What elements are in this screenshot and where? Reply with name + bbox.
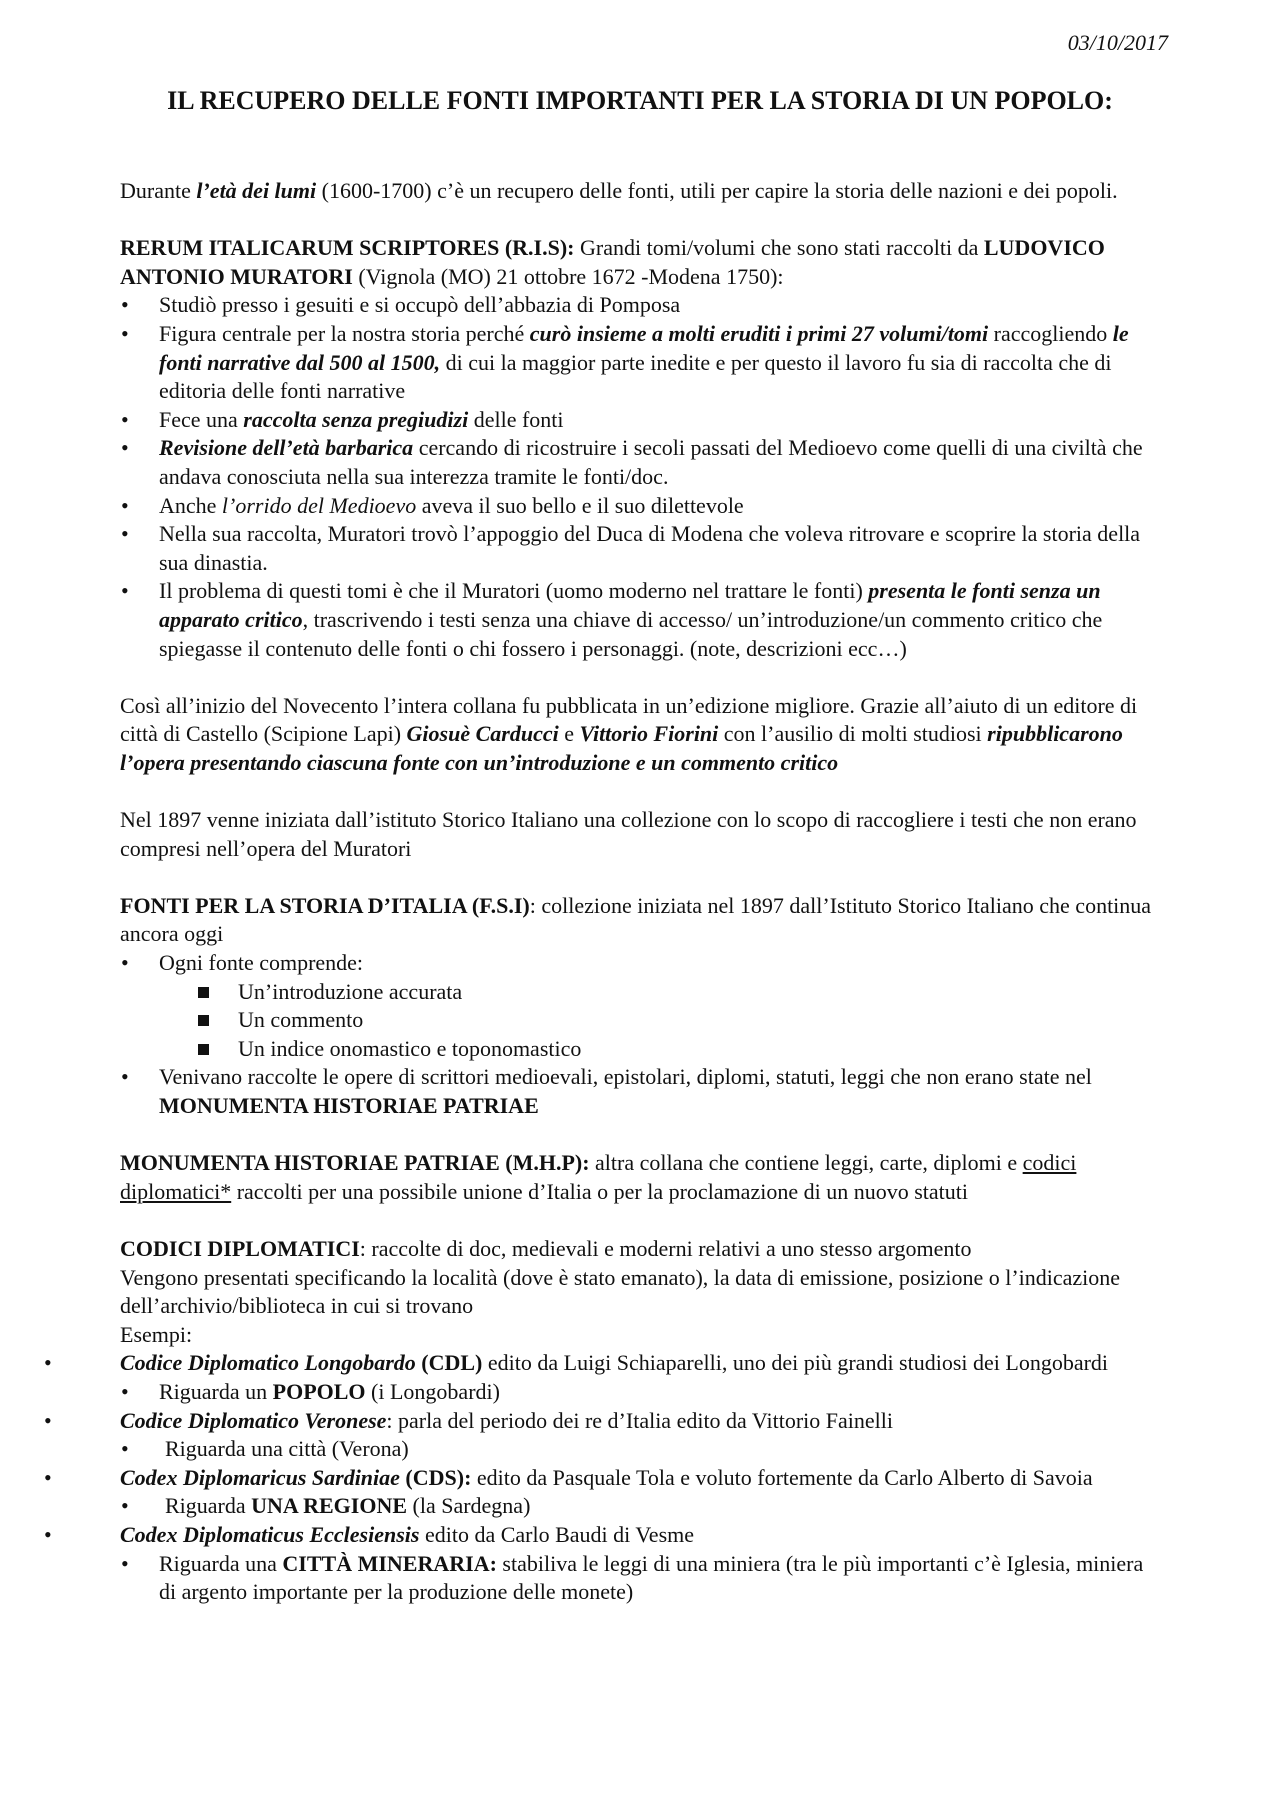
list-item-text: aveva il suo bello e il suo dilettevole bbox=[416, 492, 744, 518]
bullet-icon: • bbox=[121, 1550, 129, 1576]
sub-list-item-text: Un’introduzione accurata bbox=[238, 978, 463, 1004]
codici-description: Vengono presentati specificando la località (dove è stato emanato), la data di emissione, posizione o l’indicazione dell’archivio/biblioteca in cui si trovano bbox=[120, 1264, 1121, 1319]
bullet-icon: • bbox=[121, 1493, 129, 1519]
person-name: Vittorio Fiorini bbox=[579, 721, 719, 747]
list-item bbox=[120, 320, 1165, 406]
novecento-text: con l’ausilio di molti studiosi bbox=[718, 721, 988, 747]
spacer bbox=[120, 206, 1165, 235]
spacer bbox=[120, 1206, 1165, 1235]
list-item-text: Ogni fonte comprende: bbox=[159, 950, 364, 976]
list-item-strong: MONUMENTA HISTORIAE PATRIAE bbox=[159, 1093, 539, 1118]
list-item-text: delle fonti bbox=[468, 406, 564, 432]
example-text: edito da Carlo Baudi di Vesme bbox=[419, 1521, 695, 1547]
example-item bbox=[38, 1464, 1165, 1493]
example-sub-text: Riguarda una città (Verona) bbox=[165, 1436, 409, 1462]
bullet-icon: • bbox=[44, 1464, 52, 1490]
list-item-italic: l’orrido del Medioevo bbox=[221, 492, 417, 518]
list-item bbox=[120, 492, 1165, 521]
list-item-text: Il problema di questi tomi è che il Muratori (uomo moderno nel trattare le fonti) bbox=[159, 578, 869, 604]
example-title: Codex Diplomaricus Sardiniae bbox=[120, 1464, 400, 1490]
ris-author-dates: (Vignola (MO) 21 ottobre 1672 -Modena 1750): bbox=[352, 263, 784, 289]
mhp-paragraph bbox=[120, 1149, 1165, 1206]
example-sub-item bbox=[120, 1435, 1165, 1464]
mhp-text: altra collana che contiene leggi, carte, diplomi e bbox=[589, 1150, 1023, 1176]
bullet-icon: • bbox=[44, 1407, 52, 1433]
list-item-text: Venivano raccolte le opere di scrittori medioevali, epistolari, diplomi, statuti, leggi che non erano state nel bbox=[159, 1064, 1092, 1090]
list-item-text: Fece una bbox=[159, 406, 244, 432]
bullet-icon: • bbox=[121, 406, 129, 432]
example-sub-text: (i Longobardi) bbox=[365, 1378, 500, 1404]
intro-text-end: (1600-1700) c’è un recupero delle fonti, utili per capire la storia delle nazioni e dei popoli. bbox=[316, 178, 1118, 203]
list-item-text: raccogliendo bbox=[988, 320, 1113, 346]
square-bullet-icon bbox=[198, 1044, 209, 1055]
bullet-icon: • bbox=[121, 950, 129, 976]
list-item bbox=[120, 520, 1165, 577]
bullet-icon: • bbox=[44, 1350, 52, 1376]
list-item-text: Figura centrale per la nostra storia perché bbox=[159, 320, 530, 346]
list-item-emphasis: presenta le fonti senza un apparato critico bbox=[159, 578, 1101, 632]
example-item bbox=[38, 1349, 1165, 1378]
square-bullet-icon bbox=[198, 987, 209, 998]
list-item-text: Anche bbox=[159, 492, 222, 518]
spacer bbox=[120, 777, 1165, 806]
example-abbr: (CDL) bbox=[415, 1350, 483, 1376]
bullet-icon: • bbox=[121, 320, 129, 346]
example-sub-item bbox=[120, 1492, 1165, 1521]
bullet-icon: • bbox=[44, 1521, 52, 1547]
example-text: edito da Pasquale Tola e voluto fortemente da Carlo Alberto di Savoia bbox=[471, 1464, 1093, 1490]
person-name: Giosuè Carducci bbox=[406, 721, 559, 747]
fsi-list bbox=[120, 949, 1165, 1121]
ris-list bbox=[120, 291, 1165, 663]
bullet-icon: • bbox=[121, 435, 129, 461]
document-body bbox=[44, 177, 1165, 1607]
ris-intro bbox=[120, 234, 1165, 291]
list-item bbox=[120, 1063, 1165, 1120]
example-text: : parla del periodo dei re d’Italia edito da Vittorio Fainelli bbox=[386, 1407, 893, 1433]
example-sub-text: Riguarda una bbox=[159, 1550, 283, 1576]
bullet-icon: • bbox=[121, 1378, 129, 1404]
spacer bbox=[120, 663, 1165, 692]
codici-diplomatici-reference: codici diplomatici* bbox=[120, 1150, 1077, 1204]
novecento-text: e bbox=[558, 721, 580, 747]
fsi-text: : collezione iniziata nel 1897 dall’Istituto Storico Italiano che continua ancora oggi bbox=[120, 892, 1152, 947]
mhp-heading: MONUMENTA HISTORIAE PATRIAE (M.H.P): bbox=[120, 1150, 590, 1176]
sub-list-item bbox=[120, 1006, 1165, 1035]
list-item bbox=[120, 406, 1165, 435]
fsi-intro bbox=[120, 892, 1165, 949]
page-title: IL RECUPERO DELLE FONTI IMPORTANTI PER LA STORIA DI UN POPOLO: bbox=[167, 86, 1113, 115]
list-item-text: Studiò presso i gesuiti e si occupò dell’abbazia di Pomposa bbox=[159, 292, 681, 318]
list-item-text: Nella sua raccolta, Muratori trovò l’appoggio del Duca di Modena che voleva ritrovare e scoprire la storia della sua dinastia. bbox=[159, 521, 1141, 575]
sub-list-item bbox=[120, 978, 1165, 1007]
example-abbr: (CDS): bbox=[399, 1464, 472, 1490]
bullet-icon: • bbox=[121, 292, 129, 318]
ris-heading: RERUM ITALICARUM SCRIPTORES (R.I.S): bbox=[120, 235, 575, 261]
square-bullet-icon bbox=[198, 1015, 209, 1026]
example-item bbox=[38, 1521, 1165, 1550]
document-date: 03/10/2017 bbox=[1067, 30, 1168, 55]
list-item bbox=[120, 434, 1165, 491]
example-item bbox=[38, 1407, 1165, 1436]
list-item bbox=[120, 949, 1165, 978]
novecento-emphasis: ripubblicarono l’opera presentando ciascuna fonte con un’introduzione e un commento critico bbox=[120, 721, 1123, 775]
list-item-emphasis: le fonti narrative dal 500 al 1500, bbox=[159, 320, 1129, 375]
codici-heading: CODICI DIPLOMATICI bbox=[120, 1235, 360, 1261]
bullet-icon: • bbox=[121, 521, 129, 547]
example-sub-strong: CITTÀ MINERARIA: bbox=[282, 1550, 497, 1576]
example-title: Codex Diplomaticus Ecclesiensis bbox=[120, 1521, 420, 1547]
intro-emphasis: l’età dei lumi bbox=[196, 178, 317, 203]
example-sub-text: Riguarda un bbox=[159, 1378, 273, 1404]
example-sub-item bbox=[120, 1550, 1165, 1607]
codici-text: : raccolte di doc, medievali e moderni relativi a uno stesso argomento bbox=[359, 1235, 972, 1261]
sub-list-item-text: Un commento bbox=[238, 1007, 364, 1033]
list-item-emphasis: raccolta senza pregiudizi bbox=[243, 406, 469, 432]
mhp-text-end: raccolti per una possibile unione d’Italia o per la proclamazione di un nuovo statuti bbox=[231, 1178, 968, 1204]
codici-definition bbox=[120, 1235, 1165, 1264]
list-item-emphasis: curò insieme a molti eruditi i primi 27 volumi/tomi bbox=[529, 320, 989, 346]
fsi-heading: FONTI PER LA STORIA D’ITALIA (F.S.I) bbox=[120, 892, 530, 918]
bullet-icon: • bbox=[121, 1064, 129, 1090]
list-item bbox=[120, 291, 1165, 320]
example-sub-strong: UNA REGIONE bbox=[251, 1493, 408, 1519]
bullet-icon: • bbox=[121, 492, 129, 518]
example-title: Codice Diplomatico Longobardo bbox=[120, 1350, 416, 1376]
list-item bbox=[120, 577, 1165, 663]
novecento-text: Così all’inizio del Novecento l’intera collana fu pubblicata in un’edizione migliore. Grazie all’aiuto di un editore di città di Castello (Scipione Lapi) bbox=[120, 692, 1138, 747]
example-sub-text: (la Sardegna) bbox=[407, 1493, 531, 1519]
example-sub-text: Riguarda bbox=[165, 1493, 252, 1519]
list-item-text: cercando di ricostruire i secoli passati del Medioevo come quelli di una civiltà che andava conosciuta nella sua interezza tramite le fonti/doc. bbox=[159, 435, 1143, 489]
list-item-text: di cui la maggior parte inedite e per questo il lavoro fu sia di raccolta che di editoria delle fonti narrative bbox=[159, 349, 1112, 404]
bullet-icon: • bbox=[121, 1436, 129, 1462]
intro-text: Durante bbox=[120, 178, 197, 203]
ris-author: LUDOVICO ANTONIO MURATORI bbox=[120, 235, 1105, 289]
spacer bbox=[120, 1121, 1165, 1150]
example-title: Codice Diplomatico Veronese bbox=[120, 1407, 387, 1433]
bullet-icon: • bbox=[121, 578, 129, 604]
list-item-text: , trascrivendo i testi senza una chiave di accesso/ un’introduzione/un commento critico che spiegasse il contenuto delle fonti o chi fossero i personaggi. (note, descrizioni ecc…) bbox=[159, 606, 1103, 661]
esempi-label: Esempi: bbox=[120, 1321, 193, 1347]
ris-text: Grandi tomi/volumi che sono stati raccolti da bbox=[574, 235, 984, 261]
sub-list-item-text: Un indice onomastico e toponomastico bbox=[238, 1035, 582, 1061]
novecento-paragraph bbox=[120, 692, 1165, 778]
paragraph-1897: Nel 1897 venne iniziata dall’istituto Storico Italiano una collezione con lo scopo di raccogliere i testi che non erano compresi nell’opera del Muratori bbox=[120, 807, 1137, 861]
sub-list-item bbox=[120, 1035, 1165, 1064]
example-sub-item bbox=[120, 1378, 1165, 1407]
example-sub-text: stabiliva le leggi di una miniera (tra le più importanti c’è Iglesia, miniera di argento importante per la produzione delle monete) bbox=[159, 1550, 1144, 1605]
example-text: edito da Luigi Schiaparelli, uno dei più grandi studiosi dei Longobardi bbox=[482, 1350, 1109, 1376]
intro-paragraph bbox=[120, 177, 1165, 206]
list-item-emphasis: Revisione dell’età barbarica bbox=[159, 435, 414, 461]
spacer bbox=[120, 863, 1165, 892]
example-sub-strong: POPOLO bbox=[272, 1378, 366, 1404]
examples-list bbox=[44, 1349, 1165, 1606]
